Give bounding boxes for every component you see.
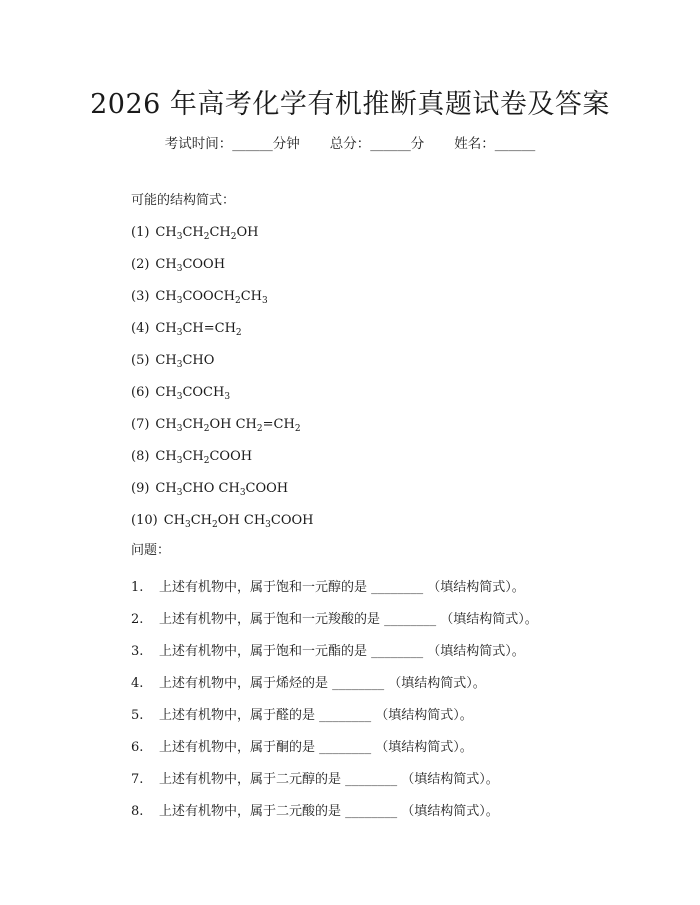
structure-number: (6) (131, 385, 150, 400)
question-text: 上述有机物中，属于饱和一元酯的是 ________ （填结构简式）。 (159, 644, 525, 659)
structure-item (131, 289, 268, 306)
structure-formula: $CH_3COOH$ (155, 257, 226, 274)
question-item (131, 768, 499, 787)
question-item (131, 640, 525, 659)
question-text: 上述有机物中，属于烯烃的是 ________ （填结构简式）。 (159, 676, 486, 691)
structure-formula: $CH_3CHO$ $CH_3COOH$ (155, 481, 289, 498)
structure-item (131, 513, 314, 530)
question-text: 上述有机物中，属于二元醇的是 ________ （填结构简式）。 (159, 772, 499, 787)
question-item (131, 608, 538, 627)
question-number: 8. (131, 804, 144, 819)
structure-formula: $CH_3CHO$ (155, 353, 215, 370)
question-number: 5. (131, 708, 144, 723)
structure-item (131, 321, 242, 338)
question-item (131, 576, 525, 595)
structure-item (131, 257, 226, 274)
structure-formula: $CH_3COCH_3$ (155, 385, 231, 402)
question-number: 1. (131, 580, 144, 595)
question-item (131, 704, 473, 723)
structure-formula: $CH_3CH_2OH$ $CH_3COOH$ (163, 513, 314, 530)
structure-formula: $CH_3COOCH_2CH_3$ (155, 289, 268, 306)
structure-number: (5) (131, 353, 150, 368)
structure-item (131, 481, 289, 498)
structure-item (131, 225, 259, 242)
structure-number: (7) (131, 417, 150, 432)
total-score-field: 总分：______分 (329, 136, 425, 152)
question-number: 6. (131, 740, 144, 755)
question-text: 上述有机物中，属于二元酸的是 ________ （填结构简式）。 (159, 804, 499, 819)
question-text: 上述有机物中，属于醛的是 ________ （填结构简式）。 (159, 708, 473, 723)
structure-number: (9) (131, 481, 150, 496)
structure-item (131, 385, 231, 402)
structure-formula: $CH_3CH_2COOH$ (155, 449, 253, 466)
structure-number: (8) (131, 449, 150, 464)
question-item (131, 672, 486, 691)
question-number: 2. (131, 612, 144, 627)
structure-number: (1) (131, 225, 150, 240)
structure-number: (4) (131, 321, 150, 336)
structure-number: (2) (131, 257, 150, 272)
structure-item (131, 417, 301, 434)
structure-item (131, 353, 215, 370)
question-text: 上述有机物中，属于酮的是 ________ （填结构简式）。 (159, 740, 473, 755)
document-title: 2026 年高考化学有机推断真题试卷及答案 (90, 89, 610, 120)
exam-info-line (0, 132, 700, 152)
question-number: 7. (131, 772, 144, 787)
structure-number: (10) (131, 513, 158, 528)
question-text: 上述有机物中，属于饱和一元醇的是 ________ （填结构简式）。 (159, 580, 525, 595)
exam-time-field: 考试时间：______分钟 (164, 136, 300, 152)
question-number: 4. (131, 676, 144, 691)
question-text: 上述有机物中，属于饱和一元羧酸的是 ________ （填结构简式）。 (159, 612, 538, 627)
structure-item (131, 449, 253, 466)
question-item (131, 736, 473, 755)
question-item (131, 800, 499, 819)
structure-formula: $CH_3CH=CH_2$ (155, 321, 242, 338)
question-number: 3. (131, 644, 144, 659)
structure-number: (3) (131, 289, 150, 304)
questions-heading: 问题： (131, 543, 171, 558)
structure-formula: $CH_3CH_2OH$ $CH_2=CH_2$ (155, 417, 301, 434)
student-name-field: 姓名：______ (454, 136, 536, 152)
structures-heading: 可能的结构简式： (131, 193, 236, 208)
structure-formula: $CH_3CH_2CH_2OH$ (155, 225, 259, 242)
